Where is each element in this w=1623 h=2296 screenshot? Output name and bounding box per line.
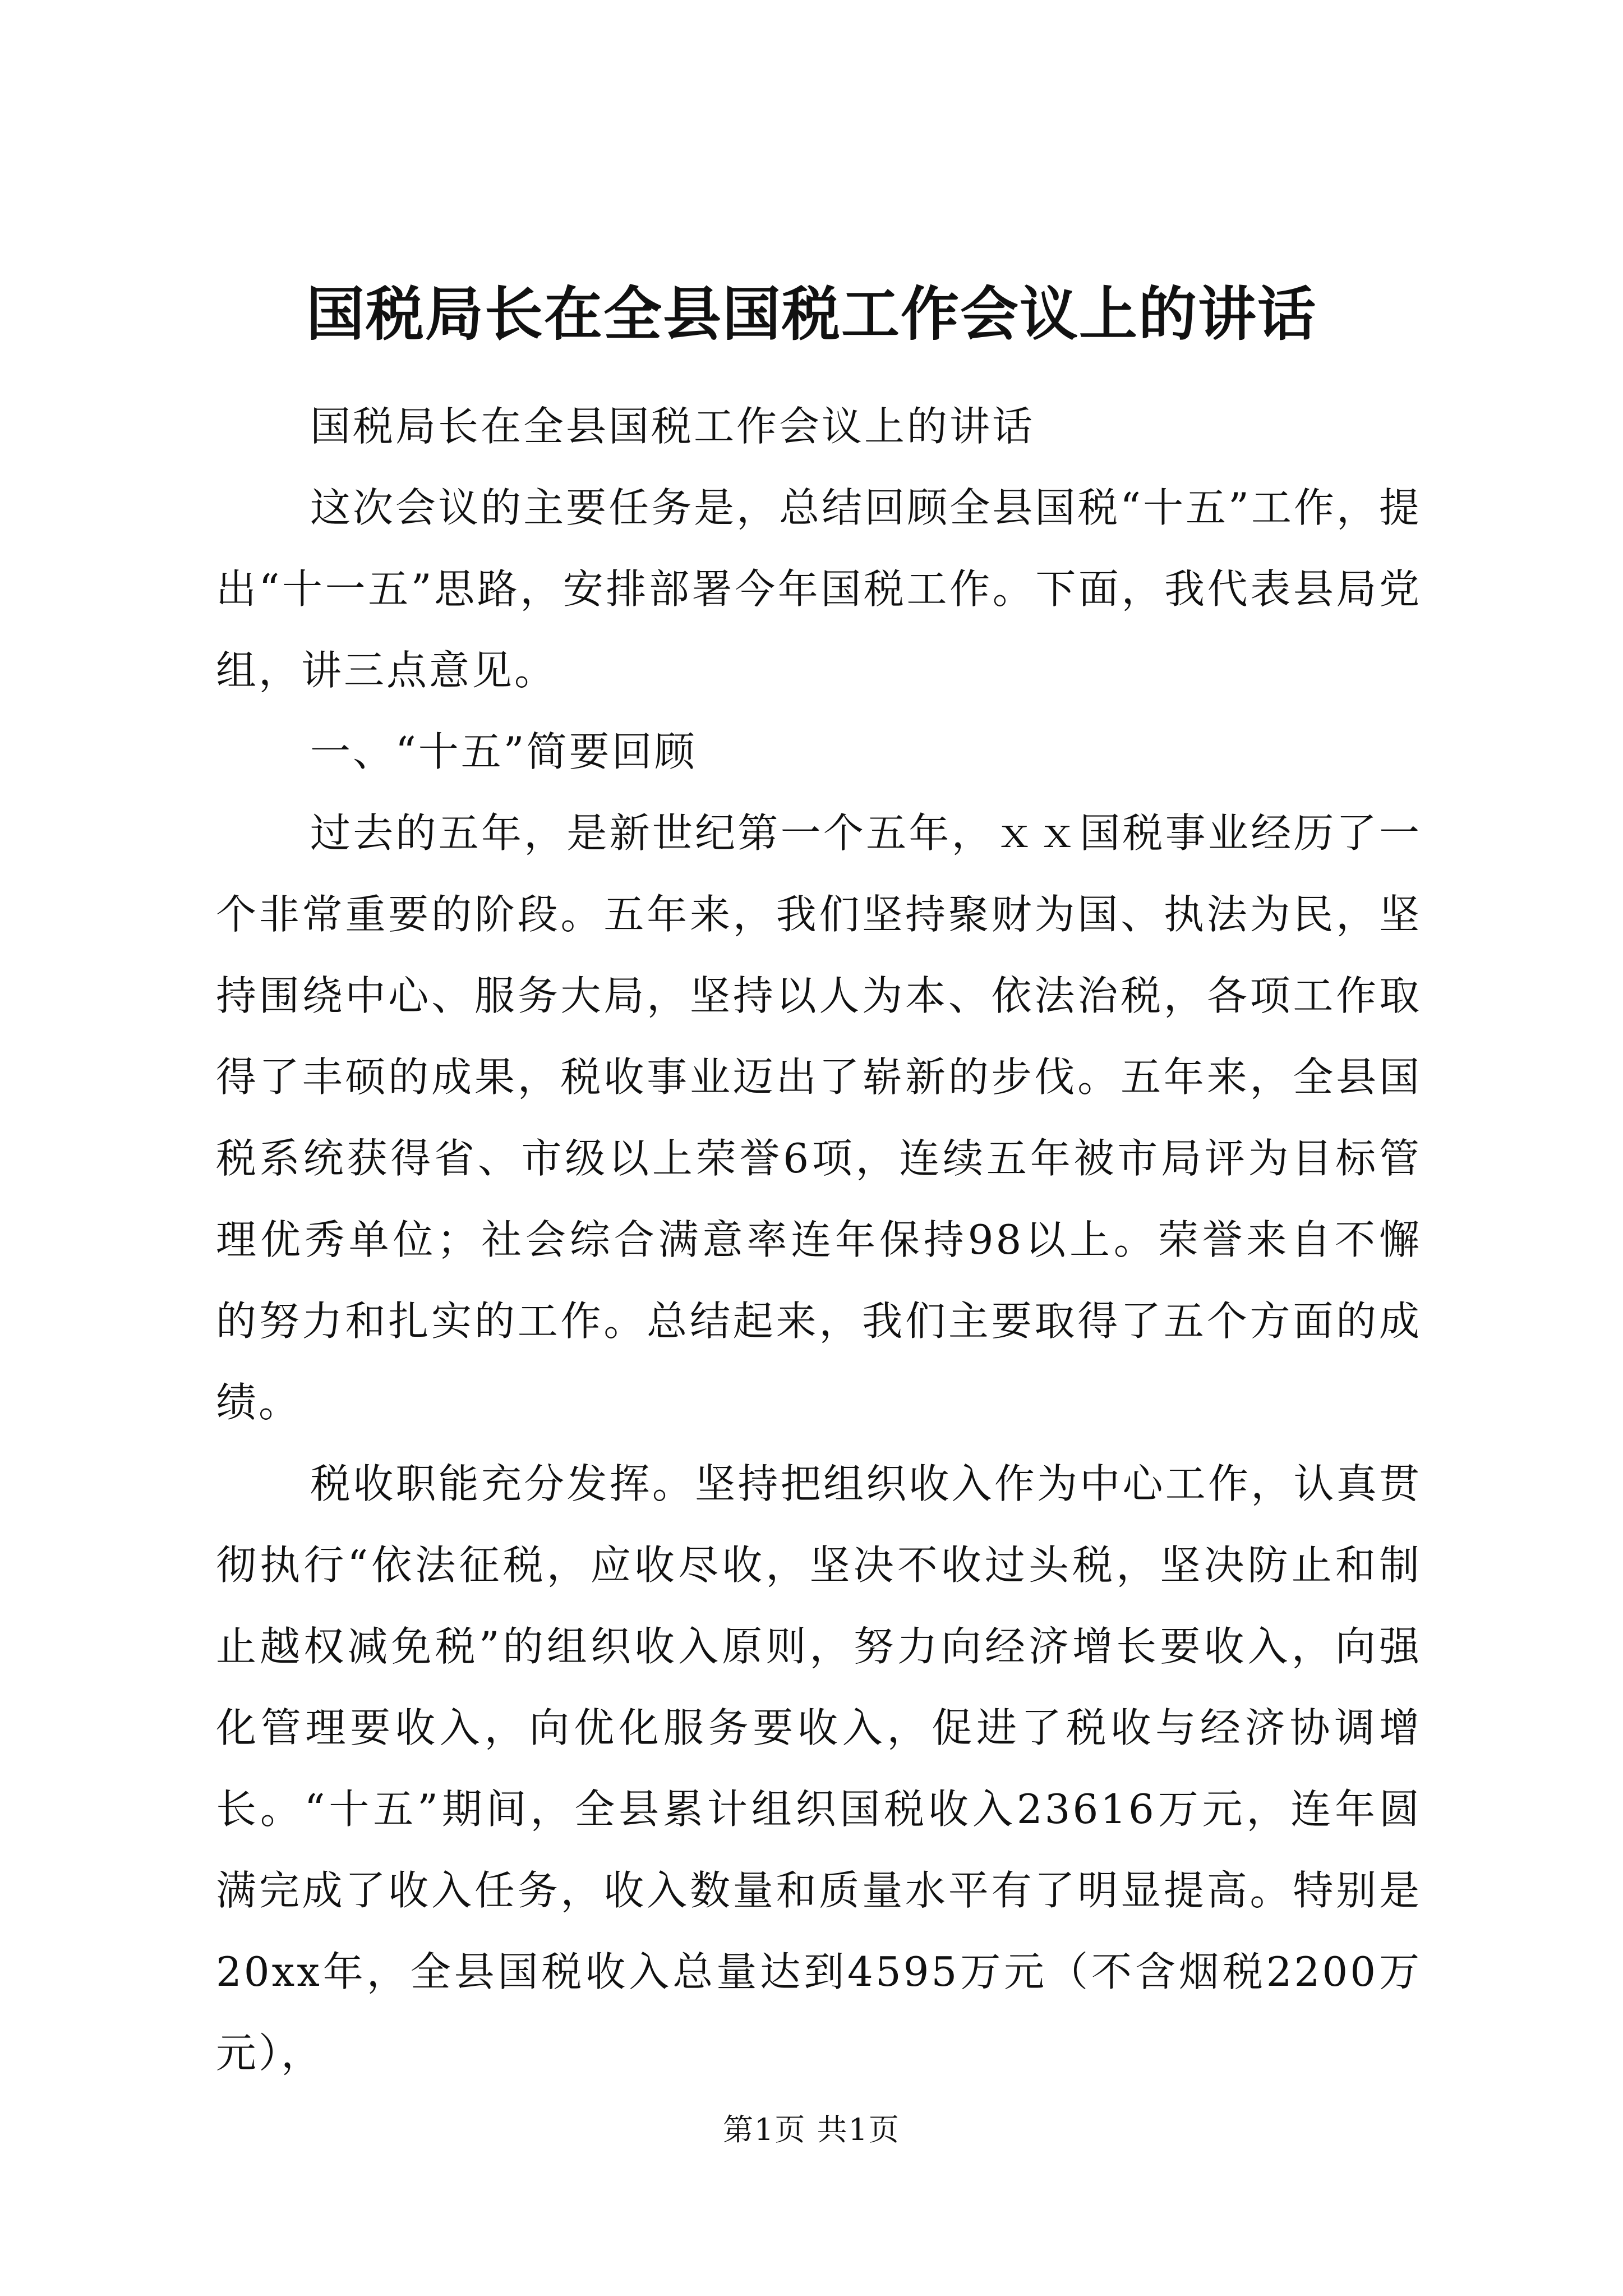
document-body [216,386,1422,2094]
section-heading: 一、“十五”简要回顾 [310,728,697,775]
paragraph-subtitle: 国税局长在全县国税工作会议上的讲话 [310,403,1035,450]
paragraph-intro: 这次会议的主要任务是，总结回顾全县国税“十五”工作，提出“十一五”思路，安排部署今年国税工作。下面，我代表县局党组，讲三点意见。 [216,484,1422,694]
document-title: 国税局长在全县国税工作会议上的讲话 [306,279,1317,348]
paragraph-tax-function: 税收职能充分发挥。坚持把组织收入作为中心工作，认真贯彻执行“依法征税，应收尽收，坚决不收过头税，坚决防止和制止越权减免税”的组织收入原则，努力向经济增长要收入，向强化管理要收入，向优化服务要收入，促进了税收与经济协调增长。“十五”期间，全县累计组织国税收入23616万元，连年圆满完成了收入任务，收入数量和质量水平有了明显提高。特别是20xx年，全县国税收入总量达到4595万元（不含烟税2200万元）， [216,1460,1422,2077]
page-footer: 第1页 共1页 [723,2112,900,2147]
paragraph-review: 过去的五年，是新世纪第一个五年，ｘｘ国税事业经历了一个非常重要的阶段。五年来，我们坚持聚财为国、执法为民，坚持围绕中心、服务大局，坚持以人为本、依法治税，各项工作取得了丰硕的成果，税收事业迈出了崭新的步伐。五年来，全县国税系统获得省、市级以上荣誉6项，连续五年被市局评为目标管理优秀单位；社会综合满意率连年保持98以上。荣誉来自不懈的努力和扎实的工作。总结起来，我们主要取得了五个方面的成绩。 [216,809,1422,1426]
